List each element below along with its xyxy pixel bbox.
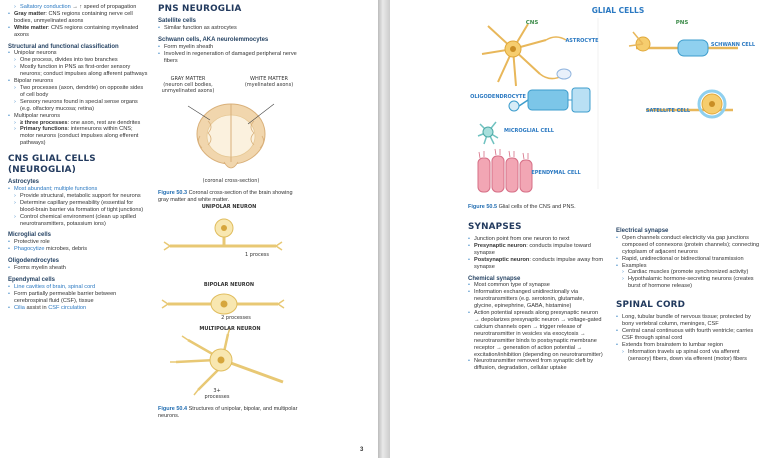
bullet-item	[468, 257, 604, 271]
bullet-text: Open channels conduct electricity via gap junctions composed of connexons (protein channels); connecting cytoplasm of adjacent neurons	[622, 234, 760, 255]
multipolar-label: MULTIPOLAR NEURON	[199, 326, 261, 333]
astrocytes-list	[8, 186, 148, 227]
bullet-text: Control chemical environment (clean up spilled neurotransmitters, potassium ions)	[20, 213, 136, 227]
bullet-text: Central canal continuous with fourth ventricle; carries CSF through spinal cord	[622, 327, 754, 341]
bullet-text: : conducts impulse away from synapse	[474, 256, 604, 270]
page-number: 3	[360, 447, 364, 453]
sub-bullet	[8, 200, 148, 214]
bullet-text: : CNS regions containing myelinated axons	[14, 24, 139, 38]
bullet-text: assist in	[24, 304, 49, 311]
oligodendrocyte-drawing	[509, 88, 590, 112]
schwann-cell-label: SCHWANN CELL	[710, 42, 756, 48]
glial-cells-figure-title: GLIAL CELLS	[591, 6, 645, 15]
bullet-text: Presynaptic neuron	[474, 242, 527, 249]
figure-50-5	[468, 4, 762, 200]
bullet-text: Neurotransmitter removed from synaptic cleft by diffusion, degradation, cellular uptake	[474, 358, 594, 372]
synapses-list	[468, 236, 604, 271]
ependymal-drawing	[478, 149, 532, 192]
astrocyte-label: ASTROCYTE	[565, 38, 599, 44]
ependymal-label: EPENDYMAL CELL	[531, 170, 581, 176]
bullet-text: Saltatory conduction	[20, 4, 71, 10]
bullet-item	[468, 236, 604, 243]
bullet-text: Primary functions	[20, 126, 68, 133]
sub-bullet	[8, 64, 148, 78]
sub-bullet	[8, 126, 148, 147]
pns-neuroglia-title: PNS NEUROGLIA	[158, 4, 242, 14]
figure-50-3-text: Coronal cross-section of the brain showing gray matter and white matter.	[158, 190, 293, 204]
bullet-text: Sensory neurons found in special sense organs (e.g. olfactory mucosa; retina)	[20, 98, 138, 112]
bullet-item	[8, 11, 148, 25]
bullet-item	[616, 235, 762, 256]
astrocytes-heading: Astrocytes	[8, 179, 40, 186]
bullet-text: Cilia	[14, 304, 25, 311]
satellite-list	[158, 25, 298, 32]
bullet-text: Long, tubular bundle of nervous tissue; protected by bony vertebral column, meninges, CSF	[622, 314, 751, 328]
bullet-item	[8, 186, 148, 193]
bullet-text: Action potential spreads along presynaptic neuron → depolarizes presynaptic neuron → voltage-gated calcium channels open → trigger release of neurotransmitter in vesicles via exocytosis → neurotransmitter binds to postsynaptic membrane receptor → generation of action potential → excitation/inhibition (depending on neurotransmitter)	[474, 310, 603, 358]
bullet-item	[468, 243, 604, 257]
white-matter-label	[240, 76, 298, 88]
bullet-text: Most common type of synapse	[474, 282, 550, 289]
bullet-text: Hypothalamic hormone-secreting neurons (creates burst of hormone release)	[628, 276, 754, 290]
gray-matter-title: GRAY MATTER	[170, 76, 206, 83]
gray-matter-label	[158, 76, 218, 94]
satellite-heading: Satellite cells	[158, 18, 197, 24]
sub-bullet	[8, 57, 148, 64]
bipolar-label: BIPOLAR NEURON	[203, 282, 255, 289]
oligo-list	[8, 265, 148, 272]
bullet-item	[616, 342, 762, 349]
bullet-text: Involved in regeneration of damaged peripheral nerve fibers	[164, 50, 297, 64]
bullet-text: Multipolar neurons	[14, 112, 61, 119]
bullet-item	[8, 78, 148, 85]
bullet-item	[8, 305, 148, 312]
bullet-item	[158, 25, 298, 32]
bullet-item	[616, 328, 762, 342]
bullet-item	[8, 265, 148, 272]
sub-bullet	[616, 349, 762, 363]
bipolar-process-label: 2 processes	[221, 315, 251, 322]
bullet-text: White matter	[14, 24, 48, 31]
microglial-list	[8, 239, 148, 253]
schwann-list	[158, 44, 298, 65]
left-column-1	[8, 4, 148, 312]
bullet-text: Mostly function in PNS as first-order sensory neurons; conduct impulses along afferent pathways	[20, 64, 148, 78]
microglial-label: MICROGLIAL CELL	[503, 128, 554, 134]
bullet-item	[8, 50, 148, 57]
bullet-text: Protective role	[14, 239, 50, 246]
electrical-synapse-heading: Electrical synapse	[616, 228, 669, 234]
bullet-text: ≥ three processes	[20, 119, 68, 126]
bullet-text: : CNS regions containing nerve cell bodies, unmyelinated axons	[14, 10, 133, 24]
figure-50-5-caption	[468, 204, 758, 211]
sub-bullet	[8, 4, 148, 11]
sub-bullet	[616, 269, 762, 276]
bullet-item	[468, 358, 604, 372]
figure-50-4-text: Structures of unipolar, bipolar, and multipolar neurons.	[158, 406, 298, 419]
right-column-1	[468, 222, 604, 372]
right-column-2	[616, 228, 762, 363]
bullet-item	[8, 246, 148, 253]
bullet-item	[8, 25, 148, 39]
left-page	[0, 0, 378, 458]
bullet-text: Phagocytize	[14, 246, 45, 253]
satellite-cell-label: SATELLITE CELL	[645, 108, 691, 114]
bullet-item	[616, 256, 762, 263]
bullet-text: Rapid, unidirectional or bidirectional transmission	[622, 255, 744, 262]
figure-50-3-caption	[158, 190, 298, 204]
figure-50-3	[158, 76, 298, 188]
bullet-item	[616, 263, 762, 270]
figure-50-3-number: Figure 50.3	[158, 190, 188, 197]
bullet-text: microbes, debris	[44, 246, 88, 253]
bullet-text: One process, divides into two branches	[20, 57, 118, 64]
schwann-heading: Schwann cells, AKA neurolemmocytes	[158, 36, 269, 43]
left-column-2	[158, 4, 298, 420]
intro-list	[8, 4, 148, 39]
sub-bullet	[8, 99, 148, 113]
bullet-text: Determine capillary permeability (essential for blood-brain barrier via formation of tight junctions)	[20, 199, 144, 213]
spinal-cord-title: SPINAL CORD	[616, 300, 686, 311]
oligo-heading: Oligodendrocytes	[8, 258, 60, 265]
sub-bullet	[616, 276, 762, 290]
unipolar-process-label: 1 process	[245, 252, 269, 259]
figure-50-5-number: Figure 50.5	[468, 204, 498, 210]
sub-bullet	[8, 120, 148, 127]
white-matter-title: WHITE MATTER	[250, 76, 288, 83]
microglial-heading: Microglial cells	[8, 232, 52, 239]
neuron-types-illustration	[158, 212, 298, 404]
cns-column-label: CNS	[525, 20, 539, 26]
structural-heading: Structural and functional classification	[8, 43, 119, 50]
bullet-item	[616, 314, 762, 328]
figure-50-4	[158, 204, 298, 404]
ependymal-list	[8, 284, 148, 312]
figure-50-4-number: Figure 50.4	[158, 406, 188, 413]
cns-glial-title: CNS GLIAL CELLS (NEUROGLIA)	[8, 154, 96, 176]
bullet-text: Line cavities of brain, spinal cord	[14, 283, 96, 290]
bullet-item	[158, 44, 298, 51]
bullet-item	[8, 113, 148, 120]
bullet-item	[8, 291, 148, 305]
multipolar-process-label: 3+ processes	[204, 388, 230, 401]
bullet-item	[158, 51, 298, 65]
bullet-item	[8, 284, 148, 291]
bullet-text: Postsynaptic neuron	[474, 256, 530, 263]
bullet-text: Information exchanged unidirectionally via neurotransmitters (e.g. serotonin, glutamate, glycine, epinephrine, GABA, histamine)	[474, 289, 585, 310]
white-matter-desc: (myelinated axons)	[244, 82, 294, 89]
bullet-item	[468, 289, 604, 310]
chemical-synapse-heading: Chemical synapse	[468, 275, 521, 282]
right-page	[390, 0, 768, 458]
bullet-text: Gray matter	[14, 10, 46, 17]
sub-bullet	[8, 214, 148, 228]
chemical-synapse-list	[468, 282, 604, 372]
glial-cells-illustration	[468, 4, 762, 200]
bullet-text: Two processes (axon, dendrite) on opposite sides of cell body	[20, 84, 144, 98]
bullet-text: Most abundant; multiple functions	[14, 186, 98, 193]
bullet-text: Examples	[622, 262, 647, 269]
bullet-text: Extends from brainstem to lumbar region	[622, 341, 724, 348]
pns-column-label: PNS	[675, 20, 689, 26]
bullet-item	[468, 282, 604, 289]
coronal-section-label: (coronal cross-section)	[202, 178, 260, 185]
bullet-item	[8, 239, 148, 246]
bullet-text: Form partially permeable barrier between cerebrospinal fluid (CSF), tissue	[14, 290, 117, 304]
book-gutter	[378, 0, 390, 458]
bullet-text: Similar function as astrocytes	[164, 24, 237, 31]
bullet-text: Information travels up spinal cord via afferent (sensory) fibers, down via efferent (motor) fibers	[628, 348, 747, 362]
bullet-text: Cardiac muscles (promote synchronized activity)	[628, 269, 749, 276]
bullet-text: Provide structural, metabolic support for neurons	[20, 192, 141, 199]
sub-bullet	[8, 85, 148, 99]
microglia-drawing	[478, 122, 498, 144]
spinal-cord-list	[616, 314, 762, 362]
oligodendrocyte-label: OLIGODENDROCYTE	[470, 94, 526, 100]
bullet-text: Unipolar neurons	[14, 50, 57, 57]
structural-list	[8, 50, 148, 147]
ependymal-heading: Ependymal cells	[8, 277, 56, 283]
bullet-text: → ↑ speed of propagation	[70, 4, 137, 10]
electrical-synapse-list	[616, 235, 762, 290]
bullet-text: : conducts impulse toward synapse	[474, 242, 591, 256]
bullet-text: CSF circulation	[48, 304, 87, 311]
unipolar-label: UNIPOLAR NEURON	[201, 204, 257, 211]
gray-matter-desc: (neuron cell bodies, unmyelinated axons)	[161, 82, 215, 95]
bullet-text: Forms myelin sheath	[14, 265, 66, 272]
sub-bullet	[8, 193, 148, 200]
bullet-text: Form myelin sheath	[164, 43, 214, 50]
bullet-text: Bipolar neurons	[14, 78, 54, 85]
figure-50-4-caption	[158, 406, 298, 420]
astrocyte-drawing	[482, 24, 571, 86]
synapses-title: SYNAPSES	[468, 222, 522, 232]
figure-50-5-text: Glial cells of the CNS and PNS.	[497, 204, 576, 210]
bullet-text: Junction point from one neuron to next	[474, 236, 570, 242]
bullet-item	[468, 310, 604, 358]
bullet-text: : interneurons within CNS; motor neurons (conduct impulses along efferent pathways)	[20, 126, 139, 147]
bullet-text: : one axon, rest are dendrites	[67, 119, 141, 126]
